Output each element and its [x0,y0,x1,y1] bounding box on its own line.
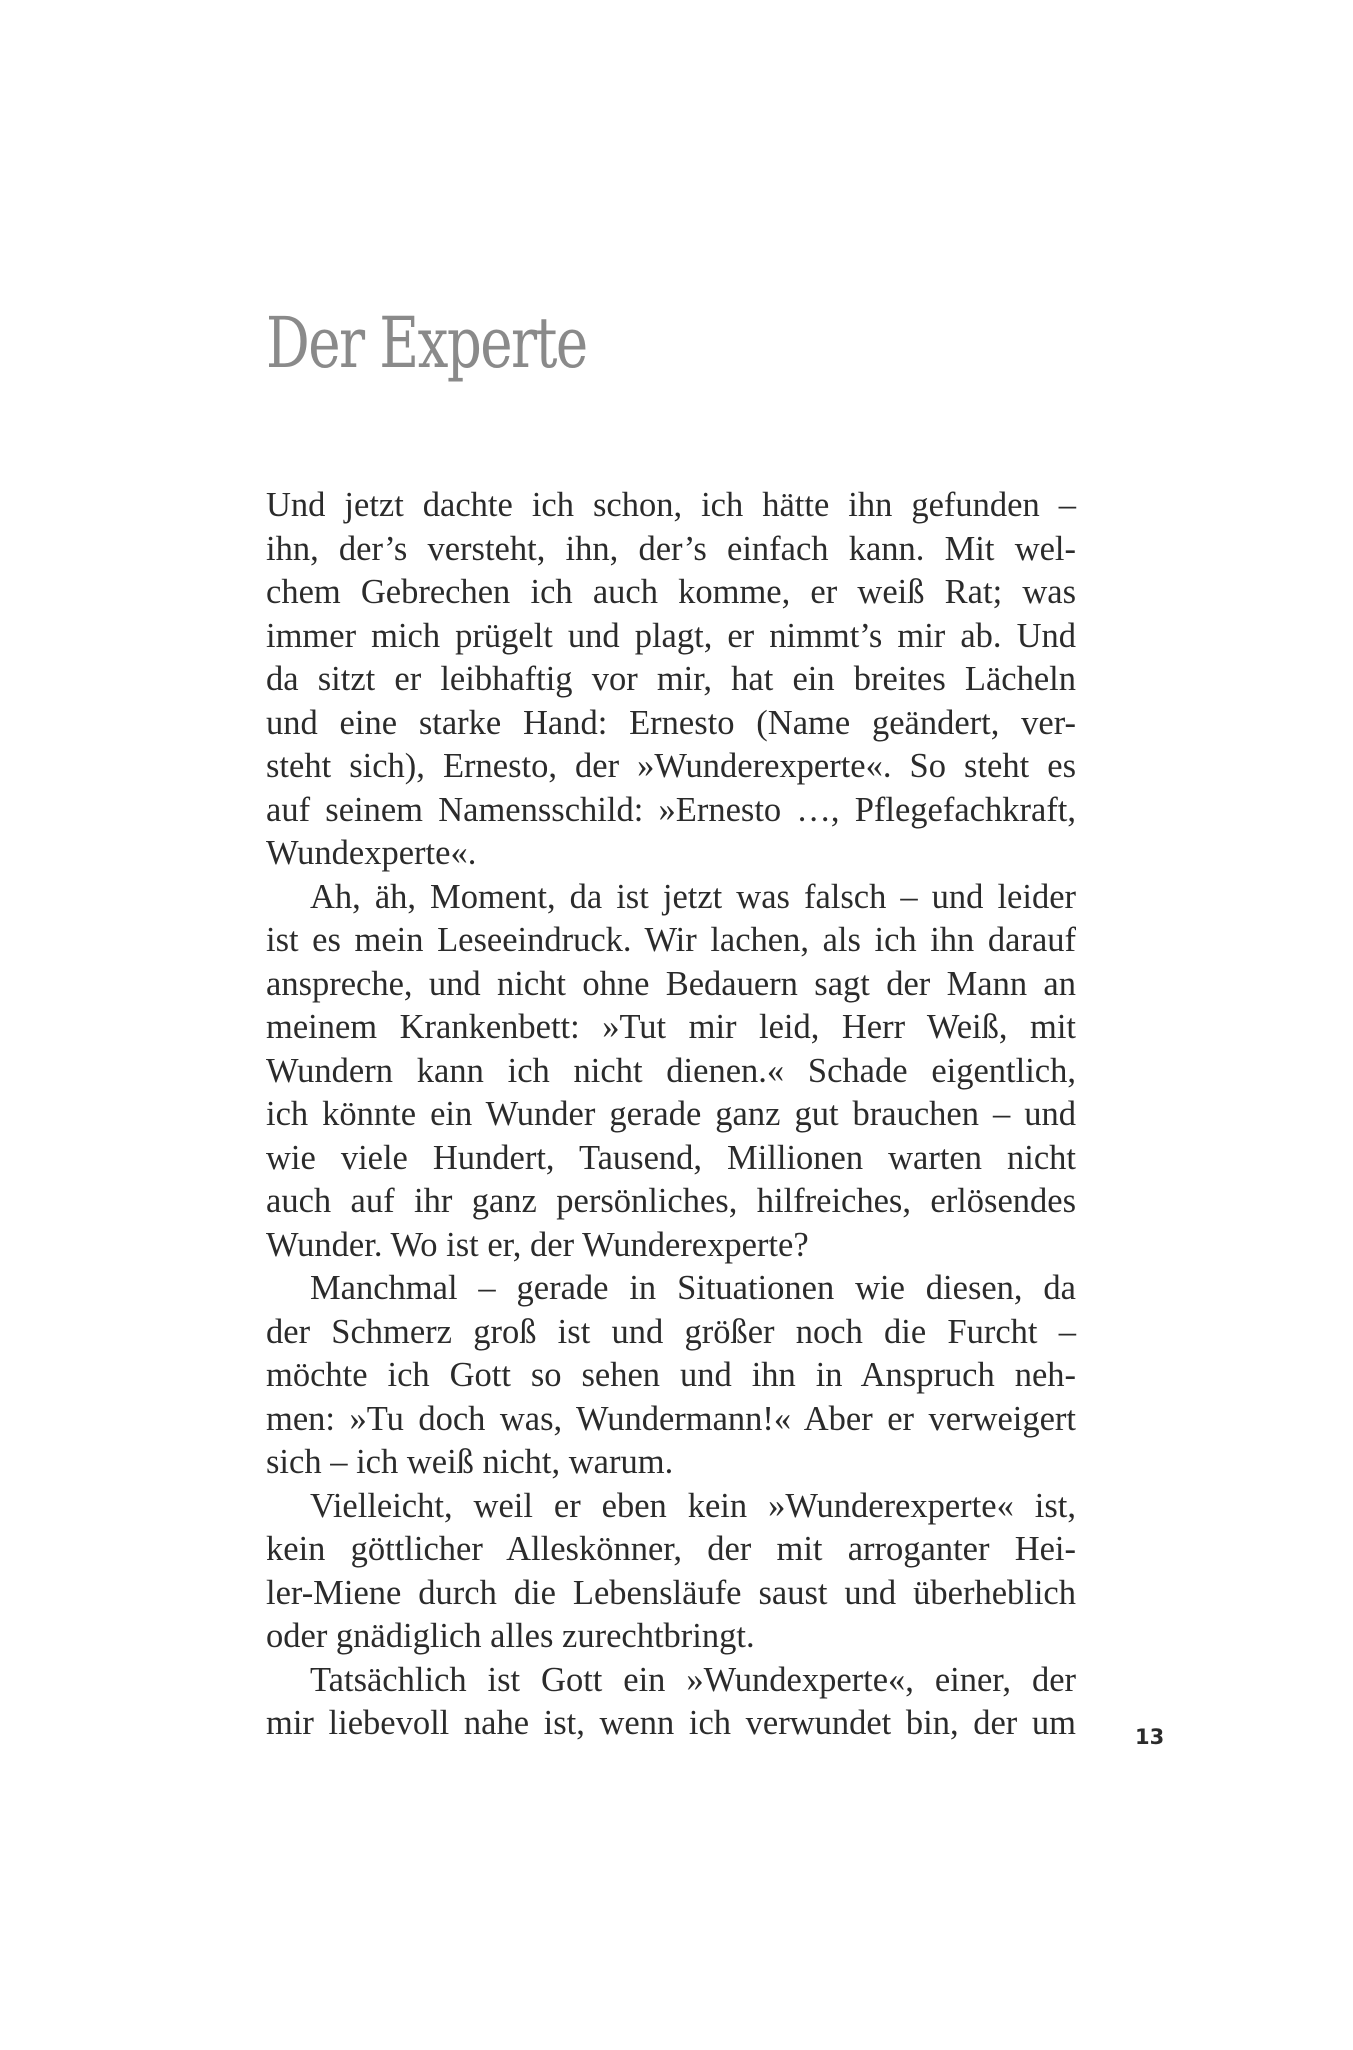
text-line: oder gnädiglich alles zurechtbringt. [266,1617,755,1655]
text-line: Und jetzt dachte ich schon, ich hätte ihn gefunden – [266,486,1076,524]
text-line: wie viele Hundert, Tausend, Millionen warten nicht [266,1138,1076,1177]
text-line: meinem Krankenbett: »Tut mir leid, Herr Weiß, mit [266,1008,1076,1046]
text-line: sich – ich weiß nicht, warum. [266,1443,674,1481]
text-line: auch auf ihr ganz persönliches, hilfreiches, erlösendes [266,1182,1076,1220]
text-line: chem Gebrechen ich auch komme, er weiß Rat; was [266,573,1076,611]
text-line: steht sich), Ernesto, der »Wunderexperte«. So steht es [266,747,1076,785]
text-line: immer mich prügelt und plagt, er nimmt’s mir ab. Und [266,616,1076,655]
text-line: men: »Tu doch was, Wundermann!« Aber er verweigert [266,1399,1076,1438]
page-number: 13 [1135,1725,1165,1749]
text-line: Wunder. Wo ist er, der Wunderexperte? [266,1225,809,1264]
body-text [266,484,1076,1746]
text-line: Tatsächlich ist Gott ein »Wundexperte«, einer, der [310,1660,1076,1699]
text-line: anspreche, und nicht ohne Bedauern sagt der Mann an [266,964,1076,1003]
text-line: auf seinem Namensschild: »Ernesto …, Pflegefachkraft, [266,790,1076,829]
text-line: Ah, äh, Moment, da ist jetzt was falsch – und leider [310,877,1076,916]
text-line: und eine starke Hand: Ernesto (Name geändert, ver- [266,703,1076,742]
text-line: ihn, der’s versteht, ihn, der’s einfach kann. Mit wel- [266,529,1076,568]
text-line: möchte ich Gott so sehen und ihn in Anspruch neh- [266,1356,1076,1394]
text-line: Manchmal – gerade in Situationen wie diesen, da [310,1269,1076,1307]
text-line: kein göttlicher Alleskönner, der mit arroganter Hei- [266,1530,1076,1568]
text-line: ist es mein Leseeindruck. Wir lachen, als ich ihn darauf [266,921,1076,959]
text-line: mir liebevoll nahe ist, wenn ich verwundet bin, der um [266,1704,1076,1742]
text-line: ler-Miene durch die Lebensläufe saust und überheblich [266,1573,1076,1612]
text-line: der Schmerz groß ist und größer noch die Furcht – [266,1312,1076,1351]
text-line: ich könnte ein Wunder gerade ganz gut brauchen – und [266,1095,1076,1133]
chapter-title: Der Experte [266,302,587,384]
text-line: da sitzt er leibhaftig vor mir, hat ein breites Lächeln [266,660,1076,698]
text-line: Wundexperte«. [266,834,477,872]
text-line: Wundern kann ich nicht dienen.« Schade eigentlich, [266,1051,1076,1090]
text-line: Vielleicht, weil er eben kein »Wunderexperte« ist, [310,1486,1076,1525]
